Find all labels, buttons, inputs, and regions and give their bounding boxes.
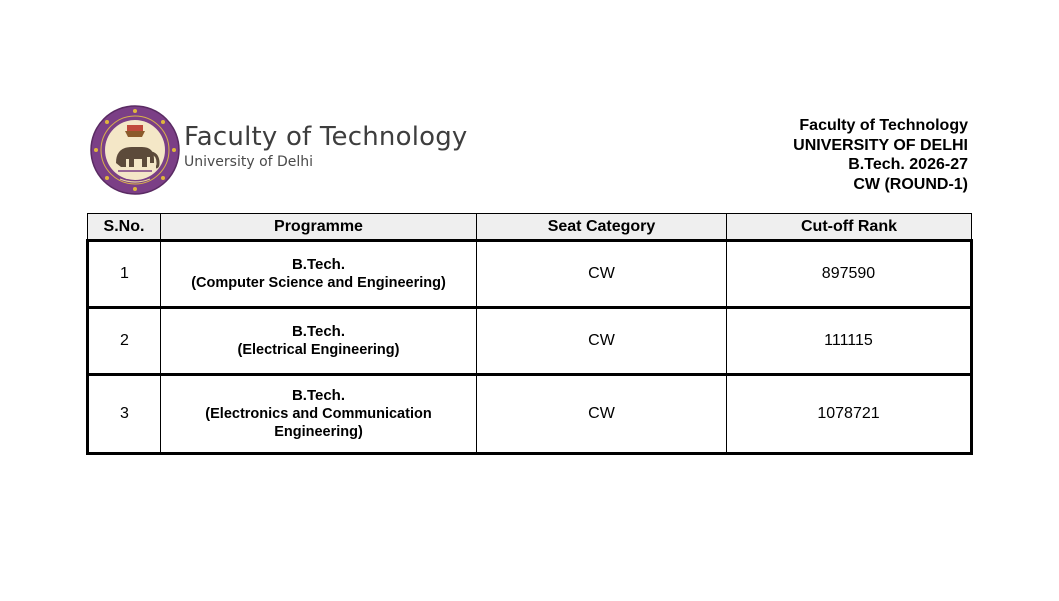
cell-programme [161,241,477,308]
programme-degree: B.Tech. [291,323,346,340]
logo-title: Faculty of Technology [184,122,468,152]
column-header-sno: S.No. [88,214,161,241]
programme-degree: B.Tech. [291,387,346,404]
column-header-programme: Programme [161,214,477,241]
table-row [88,241,972,308]
cell-programme [161,375,477,454]
column-header-cutoff-rank: Cut-off Rank [727,214,972,241]
cell-seat-category: CW [477,308,727,375]
cell-sno: 3 [88,375,161,454]
header-round: CW (ROUND-1) [853,175,968,193]
document-header [793,116,968,194]
header-programme-year: B.Tech. 2026-27 [848,156,968,173]
header-university: UNIVERSITY OF DELHI [793,136,968,154]
programme-specialization: (Computer Science and Engineering) [191,275,446,291]
cutoff-table [86,213,973,455]
university-seal-icon [90,105,180,195]
cell-cutoff-rank: 1078721 [727,375,972,454]
cell-sno: 1 [88,241,161,308]
cell-cutoff-rank: 897590 [727,241,972,308]
logo-subtitle: University of Delhi [184,154,314,170]
table-header-row [88,214,972,241]
cell-seat-category: CW [477,375,727,454]
cell-programme [161,308,477,375]
programme-specialization: (Electronics and Communication Engineering) [205,406,432,440]
header-faculty: Faculty of Technology [799,117,968,134]
cell-cutoff-rank: 111115 [727,308,972,375]
cell-sno: 2 [88,308,161,375]
table-row [88,308,972,375]
programme-degree: B.Tech. [291,256,346,273]
programme-specialization: (Electrical Engineering) [237,342,400,358]
faculty-logo [90,105,470,197]
column-header-seat-category: Seat Category [477,214,727,241]
cell-seat-category: CW [477,241,727,308]
table-row [88,375,972,454]
